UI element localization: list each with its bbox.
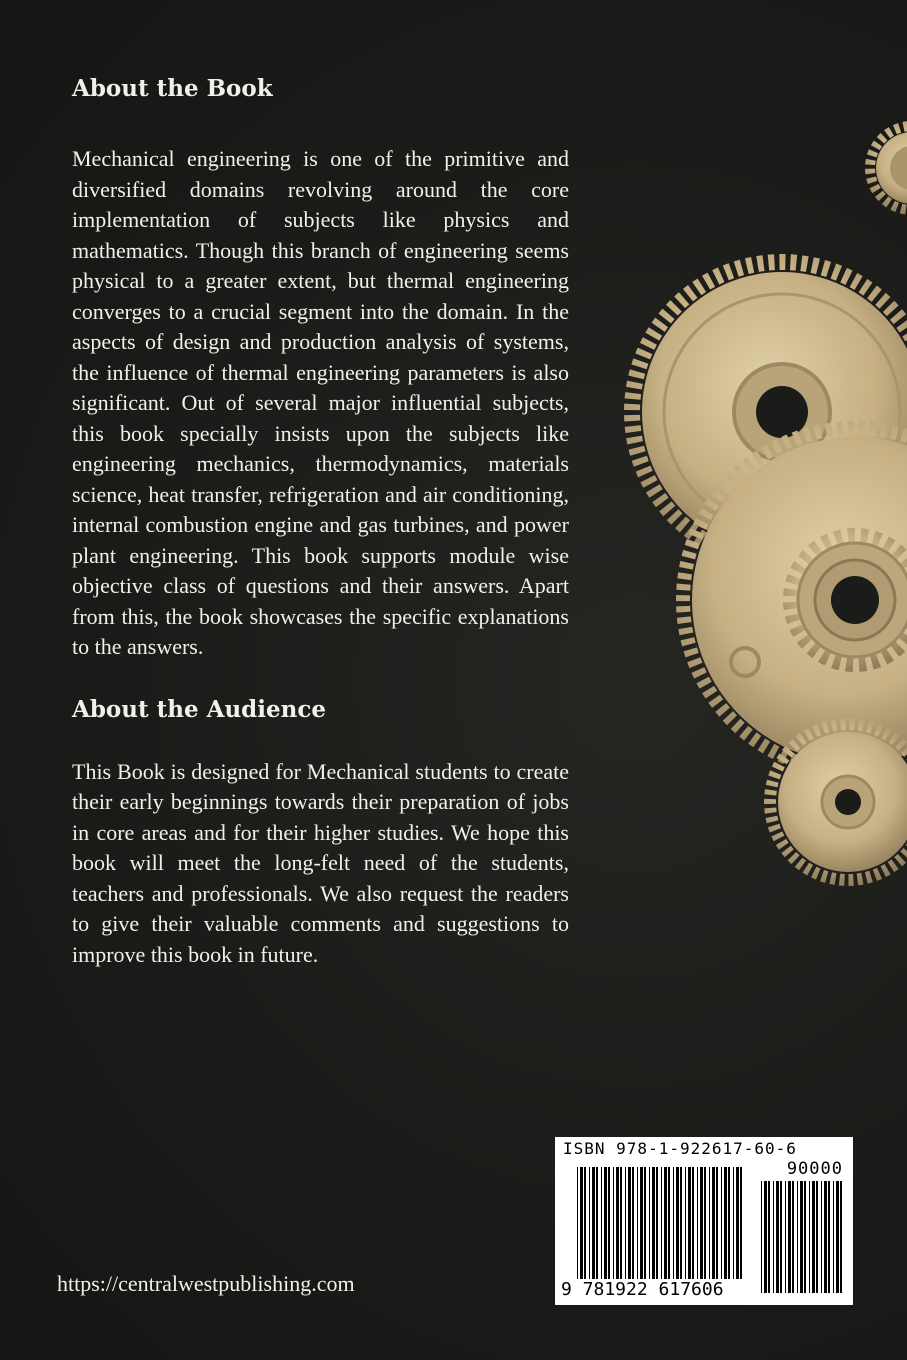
barcode-bar xyxy=(840,1181,842,1293)
barcode-bar xyxy=(716,1167,718,1279)
barcode-bar xyxy=(776,1181,779,1293)
barcode-bar xyxy=(596,1167,598,1279)
barcode-bar xyxy=(824,1181,827,1293)
barcode-bar xyxy=(797,1181,798,1293)
barcode-bar xyxy=(613,1167,614,1279)
barcode-bar xyxy=(804,1181,806,1293)
barcode-bar xyxy=(632,1167,634,1279)
barcode-bar xyxy=(628,1167,631,1279)
barcode-bar xyxy=(785,1181,786,1293)
about-audience-body: This Book is designed for Mechanical students to create their early beginnings towards their preparation of jobs in core areas and for their higher studies. We hope this book will meet the long-felt need of the students, teachers and professionals. We also request the readers to give their valuable comments and suggestions to improve this book in future. xyxy=(72,758,569,967)
barcode-bar xyxy=(676,1167,679,1279)
barcode-bar xyxy=(816,1181,818,1293)
barcode-bar xyxy=(644,1167,646,1279)
barcode-bar xyxy=(584,1167,586,1279)
about-book-heading: About the Book xyxy=(72,75,273,102)
barcode-bar xyxy=(833,1181,834,1293)
barcode-bar xyxy=(692,1167,694,1279)
barcode-bar xyxy=(828,1181,830,1293)
barcode-bar xyxy=(697,1167,698,1279)
barcode-bar xyxy=(616,1167,619,1279)
barcode-bar xyxy=(664,1167,667,1279)
barcode-bar xyxy=(800,1181,803,1293)
barcode-bar xyxy=(625,1167,626,1279)
barcode-bar xyxy=(577,1167,578,1279)
barcode-bar xyxy=(661,1167,662,1279)
barcode-bar xyxy=(821,1181,822,1293)
barcode-bar xyxy=(620,1167,622,1279)
barcode-bar xyxy=(604,1167,607,1279)
barcode-bar xyxy=(704,1167,706,1279)
barcode-bar xyxy=(724,1167,727,1279)
top-partial-gear xyxy=(870,126,907,210)
text-column xyxy=(72,72,569,970)
barcode-bar xyxy=(592,1167,595,1279)
barcode-bar xyxy=(761,1181,762,1293)
barcode-bar xyxy=(580,1167,583,1279)
barcode-bar xyxy=(792,1181,794,1293)
barcode-bar xyxy=(768,1181,770,1293)
barcode-bar xyxy=(652,1167,655,1279)
barcode-bar xyxy=(589,1167,590,1279)
barcode-bar xyxy=(836,1181,839,1293)
barcode-bar xyxy=(640,1167,643,1279)
barcode-bar xyxy=(656,1167,658,1279)
barcode-bar xyxy=(709,1167,710,1279)
barcode-bar xyxy=(688,1167,691,1279)
barcode-bar xyxy=(668,1167,670,1279)
barcode-bar xyxy=(764,1181,767,1293)
barcode-bar xyxy=(780,1181,782,1293)
barcode-bar xyxy=(809,1181,810,1293)
barcode-digits: 9 781922 617606 xyxy=(561,1279,724,1300)
about-book-body: Mechanical engineering is one of the primitive and diversified domains revolving around the core implementation of subjects like physics and mathematics. Though this branch of engineering seems physical to a greater extent, but thermal engineering converges to a crucial segment into the domain. In the aspects of design and production analysis of systems, the influence of thermal engineering parameters is also significant. Out of several major influential subjects, this book specially insists upon the subjects like engineering mechanics, thermodynamics, materials science, heat transfer, refrigeration and air conditioning, internal combustion engine and gas turbines, and power plant engineering. This book supports module wise objective class of questions and their answers. Apart from this, the book showcases the specific explanations to the answers. xyxy=(72,146,569,659)
publisher-url[interactable]: https://centralwestpublishing.com xyxy=(57,1271,355,1296)
about-audience-heading: About the Audience xyxy=(72,695,326,723)
barcode-bar xyxy=(673,1167,674,1279)
barcode-bar xyxy=(680,1167,682,1279)
barcode-bar xyxy=(812,1181,815,1293)
barcode-bar xyxy=(700,1167,703,1279)
barcode-bar xyxy=(712,1167,715,1279)
barcode-bar xyxy=(736,1167,739,1279)
barcode-bar xyxy=(733,1167,734,1279)
barcode-box xyxy=(555,1137,853,1305)
price-code: 90000 xyxy=(786,1159,843,1179)
barcode-bar xyxy=(601,1167,602,1279)
barcode-bar xyxy=(685,1167,686,1279)
isbn-label: ISBN 978-1-922617-60-6 xyxy=(563,1139,797,1158)
barcode-bar xyxy=(608,1167,610,1279)
barcode-bar xyxy=(740,1167,742,1279)
barcode-bar xyxy=(773,1181,774,1293)
barcode-bar xyxy=(788,1181,791,1293)
barcode-bar xyxy=(649,1167,650,1279)
barcode-bar xyxy=(728,1167,730,1279)
barcode-bar xyxy=(637,1167,638,1279)
barcode-bar xyxy=(721,1167,722,1279)
